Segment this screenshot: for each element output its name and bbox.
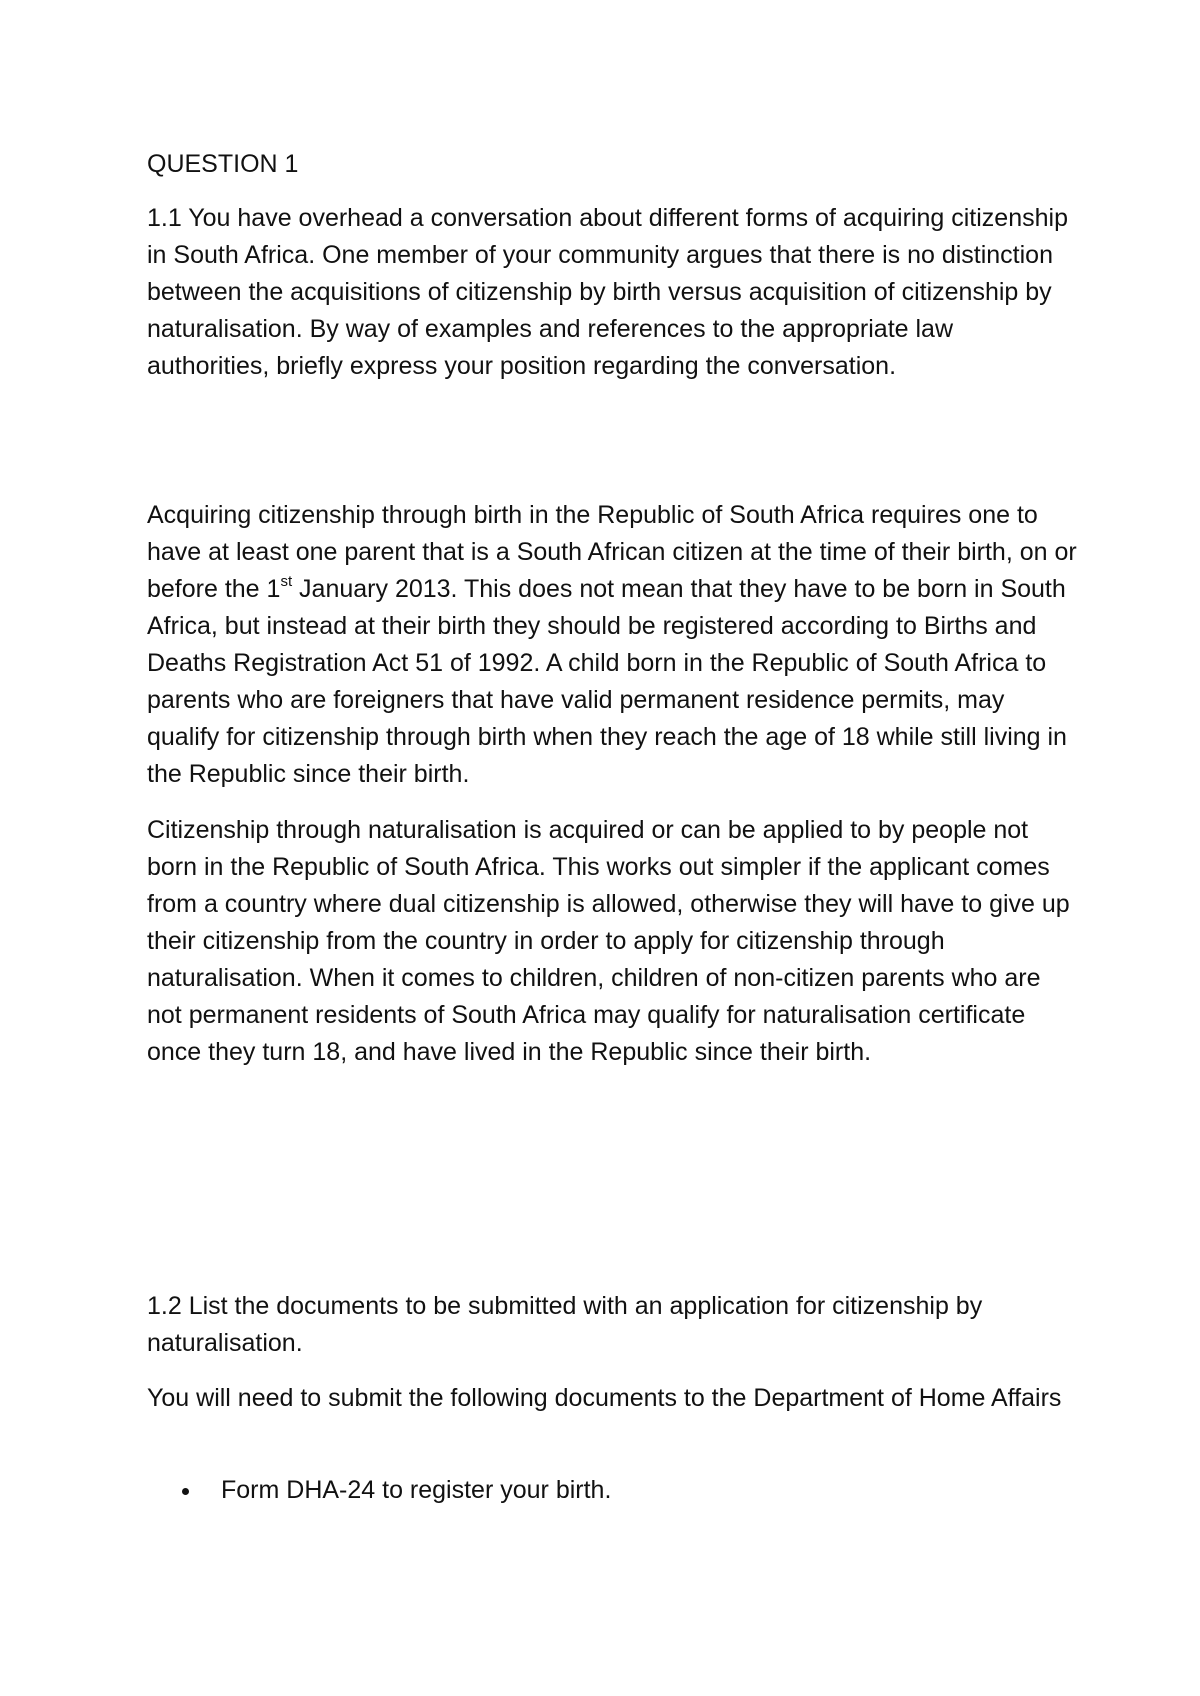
answer-1-1-paragraph-2: Citizenship through naturalisation is acquired or can be applied to by people not born in the Republic of South Africa. This works out simpler if the applicant comes from a country where dual citizenship is allowed, otherwise they will have to give up their citizenship from the country in order to apply for citizenship through naturalisation. When it comes to children, children of non-citizen parents who are not permanent residents of South Africa may qualify for naturalisation certificate once they turn 18, and have lived in the Republic since their birth. [147,816,1070,1066]
list-item-text: Form DHA-24 to register your birth. [221,1476,612,1504]
ordinal-superscript: st [280,573,293,590]
bullet-icon [182,1488,189,1495]
answer-1-1-paragraph-1 [147,497,1077,793]
question-1-2: 1.2 List the documents to be submitted with an application for citizenship by naturalisation. [147,1292,983,1357]
question-heading: QUESTION 1 [147,150,299,178]
documents-list [147,1472,1077,1509]
answer-1-2-intro: You will need to submit the following documents to the Department of Home Affairs [147,1384,1062,1412]
answer-1-1-text-end: January 2013. This does not mean that they have to be born in South Africa, but instead at their birth they should be registered according to Births and Deaths Registration Act 51 of 1992. A child born in the Republic of South Africa to parents who are foreigners that have valid permanent residence permits, may qualify for citizenship through birth when they reach the age of 18 while still living in the Republic since their birth. [147,575,1067,788]
answer-1-1-text-start: Acquiring citizenship through birth in the Republic of South Africa requires one to have at least one parent that is a South African citizen at the time of their birth, on or before the 1 [147,501,1077,603]
question-1-1: 1.1 You have overhead a conversation about different forms of acquiring citizenship in South Africa. One member of your community argues that there is no distinction between the acquisitions of citizenship by birth versus acquisition of citizenship by naturalisation. By way of examples and references to the appropriate law authorities, briefly express your position regarding the conversation. [147,204,1068,380]
list-item [147,1472,1077,1509]
